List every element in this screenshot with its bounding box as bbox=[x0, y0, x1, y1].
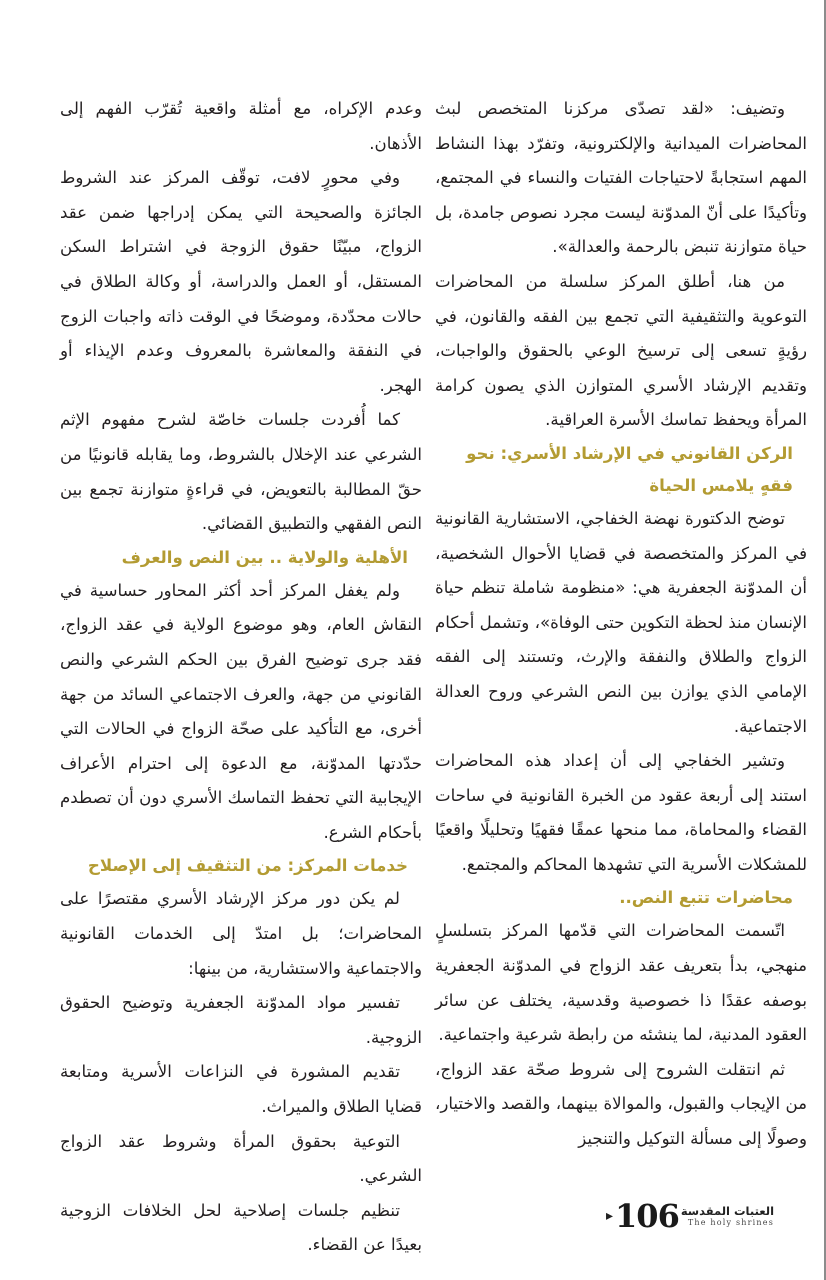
paragraph: وفي محورٍ لافت، توقّف المركز عند الشروط الجائزة والصحيحة التي يمكن إدراجها ضمن عقد الزواج، مبيّنًا حقوق الزوجة في اشتراط السكن المستقل، أو العمل والدراسة، أو وكالة الطلاق في حالات محدّدة، وموضحًا في الوقت ذاته واجبات الزوج في النفقة والمعاشرة بالمعروف وعدم الإيذاء أو الهجر. bbox=[60, 168, 422, 395]
article-column-left bbox=[60, 92, 422, 1263]
paragraph: ثم انتقلت الشروح إلى شروط صحّة عقد الزواج، من الإيجاب والقبول، والموالاة بينهما، والقصد والاختيار، وصولًا إلى مسألة التوكيل والتنجيز bbox=[435, 1059, 807, 1149]
service-list-item: تقديم المشورة في النزاعات الأسرية ومتابعة قضايا الطلاق والميراث. bbox=[60, 1062, 422, 1117]
magazine-brand bbox=[681, 1205, 774, 1228]
paragraph: وتشير الخفاجي إلى أن إعداد هذه المحاضرات استند إلى أربعة عقود من الخبرة القانونية في ساحات القضاء والمحاماة، مما منحها عمقًا فقهيًا وتحليلًا واقعيًا للمشكلات الأسرية التي تشهدها المحاكم والمجتمع. bbox=[435, 751, 807, 874]
service-list-item: تنظيم جلسات إصلاحية لحل الخلافات الزوجية بعيدًا عن القضاء. bbox=[60, 1200, 422, 1255]
page-number: 106 bbox=[615, 1197, 679, 1235]
section-heading: محاضرات تتبع النص.. bbox=[619, 888, 793, 908]
arrow-right-icon: ▸ bbox=[606, 1208, 614, 1224]
paragraph: من هنا، أطلق المركز سلسلة من المحاضرات التوعوية والتثقيفية التي تجمع بين الفقه والقانون، في رؤيةٍ تسعى إلى ترسيخ الوعي بالحقوق والواجبات، وتقديم الإرشاد الأسري المتوازن الذي يصون كرامة المرأة ويحفظ تماسك الأسرة العراقية. bbox=[435, 271, 807, 430]
section-heading: الركن القانوني في الإرشاد الأسري: نحو فقهٍ يلامس الحياة bbox=[466, 443, 793, 495]
page-footer bbox=[606, 1196, 776, 1236]
service-list-item: التوعية بحقوق المرأة وشروط عقد الزواج الشرعي. bbox=[60, 1131, 422, 1186]
paragraph: لم يكن دور مركز الإرشاد الأسري مقتصرًا على المحاضرات؛ بل امتدّ إلى الخدمات القانونية والاجتماعية والاستشارية، من بينها: bbox=[60, 889, 422, 978]
section-heading: الأهلية والولاية .. بين النص والعرف bbox=[121, 547, 408, 567]
article-column-right bbox=[435, 92, 807, 1157]
paragraph: اتّسمت المحاضرات التي قدّمها المركز بتسلسلٍ منهجي، بدأ بتعريف عقد الزواج في المدوّنة الجعفرية بوصفه عقدًا ذا خصوصية وقدسية، يختلف عن سائر العقود المدنية، لما ينشئه من رابطة شرعية واجتماعية. bbox=[435, 921, 807, 1045]
section-heading: خدمات المركز: من التثقيف إلى الإصلاح bbox=[87, 856, 408, 876]
paragraph-continuation: وعدم الإكراه، مع أمثلة واقعية تُقرّب الفهم إلى الأذهان. bbox=[60, 99, 422, 153]
paragraph: ولم يغفل المركز أحد أكثر المحاور حساسية في النقاش العام، وهو موضوع الولاية في عقد الزواج، فقد جرى توضيح الفرق بين الحكم الشرعي والنص القانوني من جهة، والعرف الاجتماعي السائد من جهة أخرى، مع التأكيد على صحّة الزواج في الحالات التي حدّدتها المدوّنة، مع الدعوة إلى احترام الأعراف الإيجابية التي تحفظ التماسك الأسري دون أن تصطدم بأحكام الشرع. bbox=[60, 580, 422, 842]
service-list-item: تفسير مواد المدوّنة الجعفرية وتوضيح الحقوق الزوجية. bbox=[60, 993, 422, 1047]
paragraph: كما أُفردت جلسات خاصّة لشرح مفهوم الإثم الشرعي عند الإخلال بالشروط، وما يقابله قانونيًا من حقّ المطالبة بالتعويض، في قراءةٍ متوازنة تجمع بين النص الفقهي والتطبيق القضائي. bbox=[60, 410, 422, 534]
paragraph: توضح الدكتورة نهضة الخفاجي، الاستشارية القانونية في المركز والمتخصصة في قضايا الأحوال الشخصية، أن المدوّنة الجعفرية هي: «منظومة شاملة تنظم حياة الإنسان منذ لحظة التكوين حتى الوفاة»، وتشمل أحكام الزواج والطلاق والنفقة والإرث، وتستند إلى الفقه الإمامي الذي يوازن بين النص الشرعي وروح العدالة الاجتماعية. bbox=[435, 508, 807, 736]
magazine-name-arabic: العتبات المقدسة bbox=[680, 1203, 775, 1218]
paragraph: وتضيف: «لقد تصدّى مركزنا المتخصص لبث المحاضرات الميدانية والإلكترونية، وتفرّد بهذا النشاط المهم استجابةً لاحتياجات الفتيات والنساء في المجتمع، وتأكيدًا على أنّ المدوّنة ليست مجرد نصوص جامدة، بل حياة متوازنة تنبض بالرحمة والعدالة». bbox=[435, 99, 807, 257]
magazine-name-english: The holy shrines bbox=[687, 1217, 775, 1227]
